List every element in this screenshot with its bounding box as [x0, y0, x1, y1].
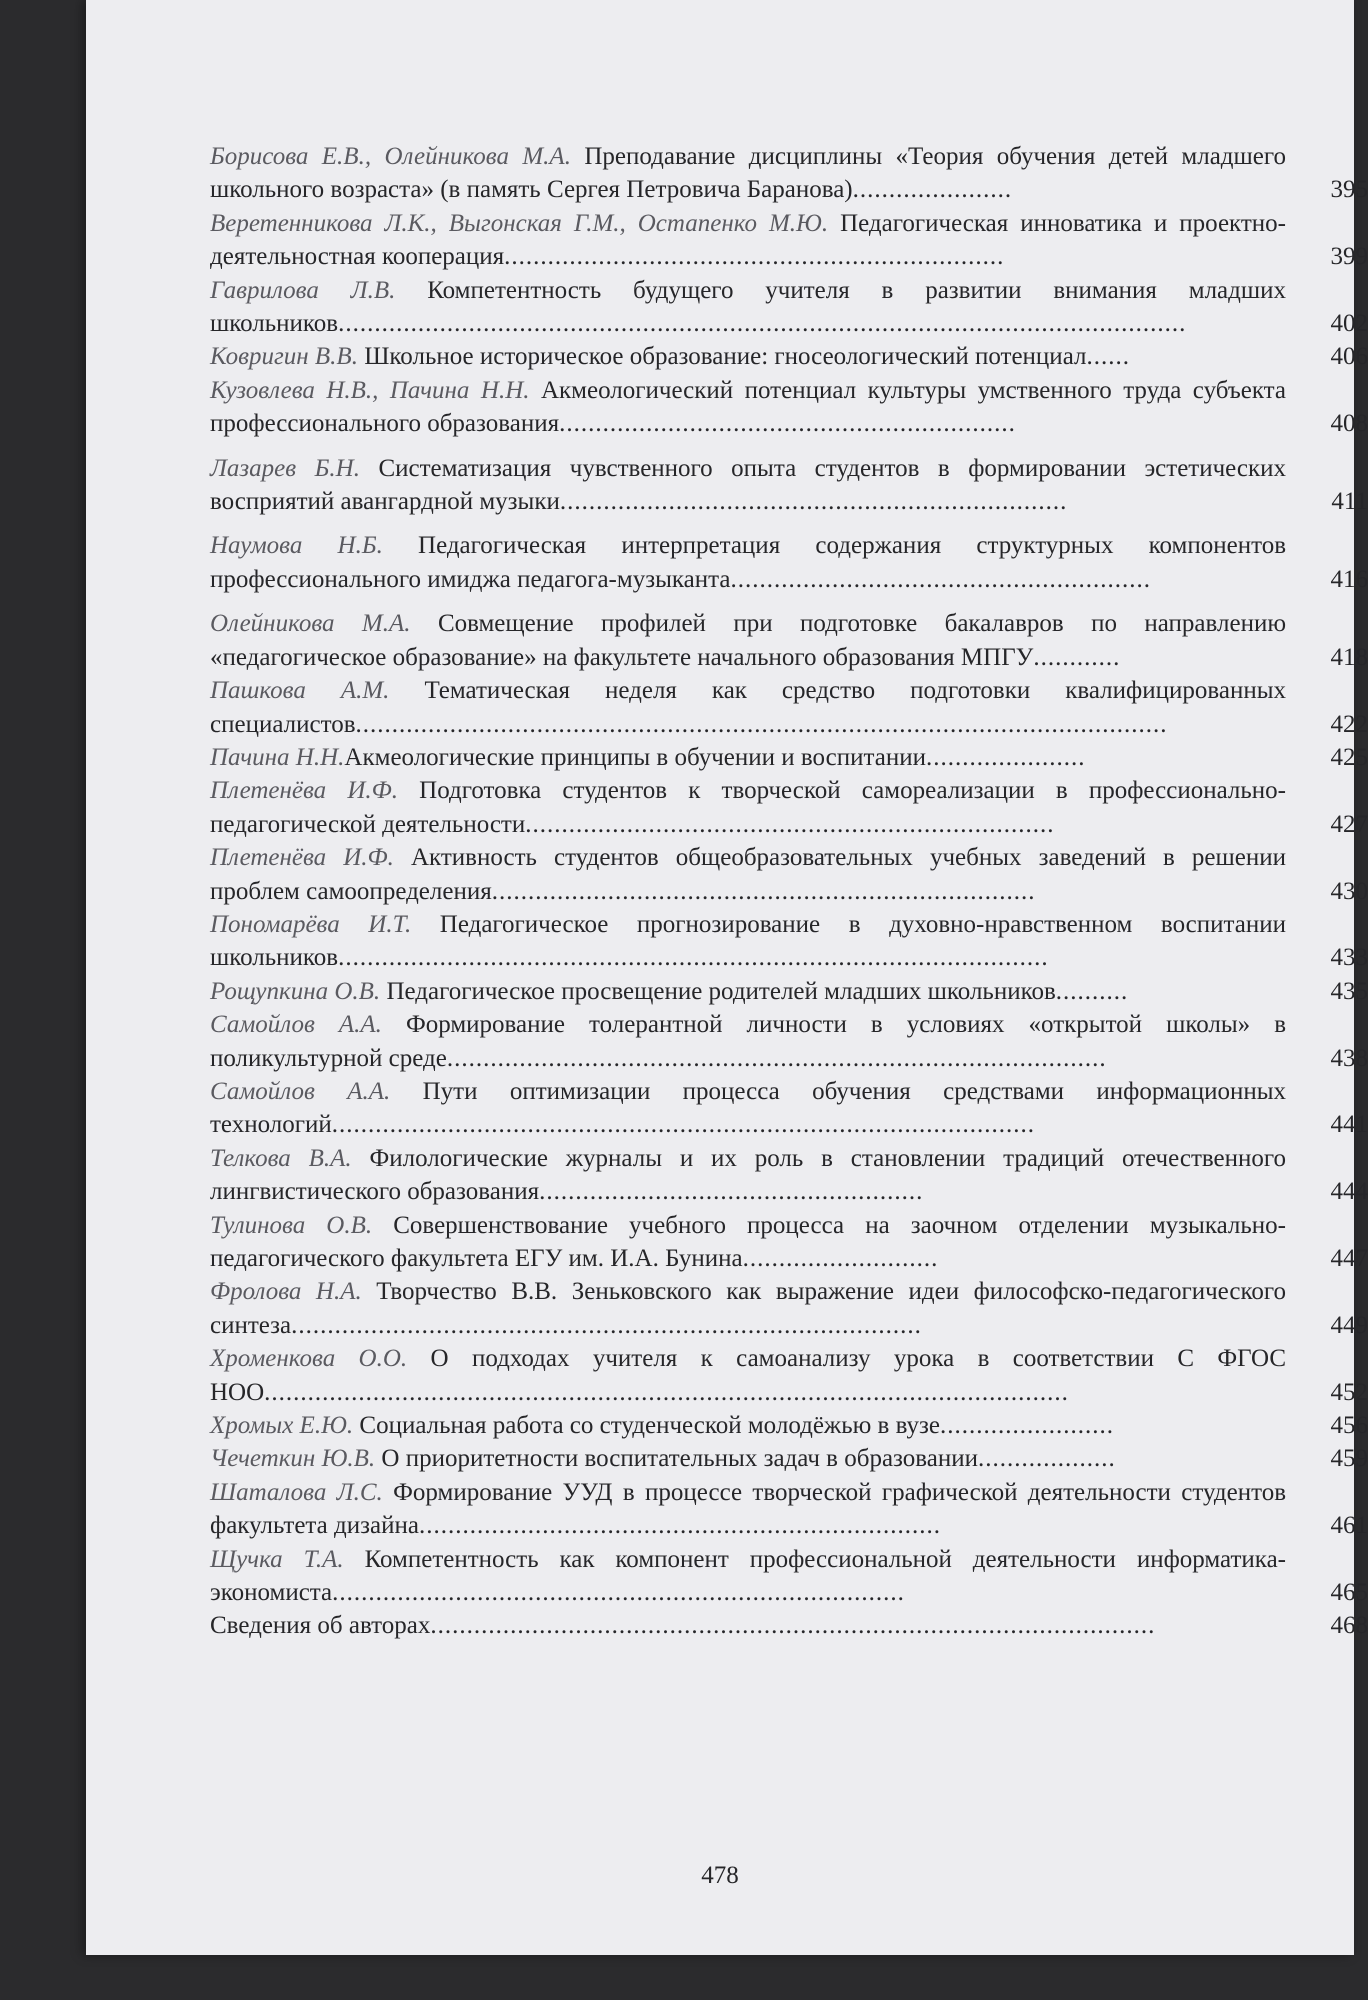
toc-leader: ..................................................... [539, 1178, 924, 1206]
toc-title: Социальная работа со студенческой молодёжью в вузе [359, 1412, 940, 1440]
toc-title: Школьное историческое образование: гносеологический потенциал [364, 343, 1087, 371]
toc-page-number: 418 [1330, 643, 1368, 671]
toc-page-number: 411 [1331, 488, 1368, 516]
document-page [86, 0, 1368, 1955]
toc-title: Преподавание дисциплины «Теория обучения детей младшего школьного возраста» (в память Сергея Петровича Баранова) [210, 143, 1286, 204]
toc-title: Творчество В.В. Зеньковского как выражение идеи философско-педагогического синтеза [210, 1278, 1287, 1339]
toc-title: О приоритетности воспитательных задач в образовании [381, 1445, 978, 1473]
toc-entry [210, 274, 1368, 341]
toc-entry [210, 1075, 1368, 1142]
toc-page-number: 435 [1330, 977, 1368, 1005]
toc-author: Ковригин В.В. [210, 343, 358, 371]
toc-entry [210, 774, 1368, 841]
toc-page-number: 395 [1330, 176, 1368, 204]
toc-entry [210, 841, 1368, 908]
toc-entry [210, 1342, 1368, 1409]
toc-title: Систематизация чувственного опыта студентов в формировании эстетических восприятий авангардной музыки [210, 454, 1287, 516]
toc-title: Акмеологический потенциал культуры умственного труда субъекта профессионального образования [210, 376, 1287, 438]
toc-author: Олейникова М.А. [210, 610, 411, 638]
toc-author: Самойлов А.А. [210, 1011, 382, 1039]
toc-leader: ................................................................................................. [331, 1111, 1035, 1139]
toc-author: Лазарев Б.Н. [210, 454, 360, 482]
toc-entry [210, 741, 1368, 774]
toc-author: Пономарёва И.Т. [210, 910, 412, 938]
toc-leader: ............ [1033, 643, 1121, 671]
toc-page-number: 433 [1330, 944, 1368, 972]
toc-entry [210, 1543, 1368, 1610]
toc-title: Филологические журналы и их роль в становлении традиций отечественного лингвистического образования [210, 1144, 1287, 1206]
toc-page-number: 459 [1330, 1445, 1368, 1473]
toc-entry [210, 607, 1368, 674]
toc-page-number: 425 [1330, 743, 1368, 771]
toc-page-number: 408 [1330, 410, 1368, 438]
toc-title: Педагогическое прогнозирование в духовно-нравственном воспитании школьников [210, 910, 1287, 972]
toc-author: Плетенёва И.Ф. [210, 844, 394, 872]
toc-leader: .................................................................................................. [338, 944, 1049, 972]
toc-entry [210, 908, 1368, 975]
toc-leader: ........................................................................ [418, 1512, 941, 1540]
toc-title: Подготовка студентов к творческой самореализации в профессионально-педагогической деятельности [210, 777, 1286, 838]
toc-leader: ...................... [925, 743, 1086, 771]
toc-author: Плетенёва И.Ф. [210, 777, 398, 805]
toc-title: Формирование толерантной личности в условиях «открытой школы» в поликультурной среде [210, 1011, 1286, 1072]
toc-author: Хромых Е.Ю. [210, 1412, 354, 1440]
toc-author: Телкова В.А. [210, 1144, 352, 1172]
toc-author: Пашкова А.М. [210, 677, 390, 705]
toc-author: Тулинова О.В. [210, 1211, 373, 1239]
toc-title: Пути оптимизации процесса обучения средствами информационных технологий [210, 1077, 1287, 1139]
toc-title: Тематическая неделя как средство подготовки квалифицированных специалистов [210, 677, 1287, 738]
toc-author: Щучка Т.А. [210, 1545, 344, 1573]
toc-page-number: 438 [1330, 1044, 1368, 1072]
toc-author: Рощупкина О.В. [210, 977, 381, 1005]
toc-page-number: 444 [1330, 1178, 1368, 1206]
table-of-contents [210, 140, 1368, 1643]
toc-title: Активность студентов общеобразовательных учебных заведений в решении проблем самоопределения [210, 844, 1286, 905]
toc-page-number: 427 [1330, 810, 1368, 838]
toc-entry [210, 374, 1368, 441]
toc-page-number: 452 [1330, 1378, 1368, 1406]
toc-leader: ........................ [940, 1412, 1114, 1440]
toc-page-number: 449 [1330, 1311, 1368, 1339]
toc-author: Шаталова Л.С. [210, 1478, 383, 1506]
toc-title: Компетентность будущего учителя в развитии внимания младших школьников [210, 276, 1286, 338]
toc-entry [210, 140, 1368, 207]
toc-author: Гаврилова Л.В. [210, 276, 396, 304]
toc-leader: ............................................................... [559, 410, 1016, 438]
toc-page-number: 441 [1330, 1111, 1368, 1139]
toc-title: Компетентность как компонент профессиональной деятельности информатика-экономиста [210, 1545, 1286, 1607]
toc-title: Педагогическое просвещение родителей младших школьников [386, 977, 1056, 1005]
toc-author: Борисова Е.В., Олейникова М.А. [210, 143, 571, 170]
toc-page-number: 422 [1330, 710, 1368, 738]
toc-leader: ........................................................................................... [446, 1044, 1107, 1072]
toc-page-number: 416 [1330, 565, 1368, 593]
toc-author: Фролова Н.А. [210, 1278, 362, 1306]
toc-leader: .......................................................... [730, 565, 1151, 593]
toc-entry [210, 1609, 1368, 1642]
toc-entry [210, 1476, 1368, 1543]
toc-entry [210, 1275, 1368, 1342]
toc-title: О подходах учителя к самоанализу урока в соответствии С ФГОС НОО [210, 1345, 1287, 1406]
toc-title: Совмещение профилей при подготовке бакалавров по направлению «педагогическое образование» на факультете начального образования МПГУ [210, 610, 1287, 671]
toc-leader: ................................................................................................................ [355, 710, 1168, 738]
toc-page-number: 461 [1330, 1512, 1368, 1540]
toc-title: Сведения об авторах [210, 1612, 431, 1640]
toc-title: Совершенствование учебного процесса на заочном отделении музыкально-педагогического факультета ЕГУ им. И.А. Бунина [210, 1211, 1287, 1272]
toc-author: Наумова Н.Б. [210, 532, 383, 560]
toc-author: Хроменкова О.О. [210, 1345, 408, 1373]
toc-entry [210, 674, 1368, 741]
toc-entry [210, 975, 1368, 1008]
toc-entry [210, 207, 1368, 274]
toc-title: Педагогическая инноватика и проектно-деятельностная кооперация [210, 209, 1286, 271]
toc-leader: .......... [1055, 977, 1129, 1005]
toc-entry [210, 1209, 1368, 1276]
toc-leader: ......................................................................... [525, 810, 1055, 838]
toc-leader: ..................................................................... [504, 243, 1005, 271]
toc-author: Веретенникова Л.К., Выгонская Г.М., Остапенко М.Ю. [210, 209, 829, 237]
toc-leader: ........................................................................... [491, 877, 1036, 905]
toc-leader: ...................................................................... [559, 488, 1068, 516]
toc-leader: ...... [1086, 343, 1130, 371]
toc-page-number: 465 [1330, 1579, 1368, 1607]
toc-leader: ................... [978, 1445, 1116, 1473]
toc-page-number: 402 [1330, 310, 1368, 338]
toc-leader: ............................................................................................................... [264, 1378, 1069, 1406]
toc-page-number: 447 [1330, 1245, 1368, 1272]
footer-page-number: 478 [701, 1862, 739, 1889]
toc-author: Кузовлева Н.В., Пачина Н.Н. [210, 376, 530, 404]
toc-entry [210, 1008, 1368, 1075]
toc-title: Педагогическая интерпретация содержания структурных компонентов профессионального имиджа педагога-музыканта [210, 532, 1287, 593]
toc-author: Чечеткин Ю.В. [210, 1445, 376, 1473]
toc-leader: ........................... [742, 1245, 939, 1272]
toc-leader: .................................................................................................... [430, 1612, 1156, 1640]
toc-entry [210, 1142, 1368, 1209]
toc-entry [210, 1442, 1368, 1475]
toc-leader: ....................................................................................... [291, 1311, 922, 1339]
toc-leader: ..................................................................................................................... [338, 310, 1187, 338]
toc-entry [210, 1409, 1368, 1442]
toc-entry [210, 340, 1368, 373]
toc-entry [210, 452, 1368, 519]
toc-page-number: 468 [1330, 1612, 1368, 1640]
toc-author: Пачина Н.Н. [210, 743, 345, 771]
toc-entry [210, 529, 1368, 596]
toc-title: Формирование УУД в процессе творческой графической деятельности студентов факультета дизайна [210, 1478, 1286, 1540]
toc-page-number: 456 [1330, 1412, 1368, 1440]
toc-author: Самойлов А.А. [210, 1077, 391, 1105]
toc-page-number: 399 [1330, 243, 1368, 271]
toc-leader: ............................................................................... [332, 1579, 905, 1607]
toc-page-number: 406 [1330, 343, 1368, 371]
toc-leader: ...................... [852, 176, 1013, 204]
toc-title: Акмеологические принципы в обучении и воспитании [344, 743, 926, 771]
toc-page-number: 430 [1330, 877, 1368, 905]
